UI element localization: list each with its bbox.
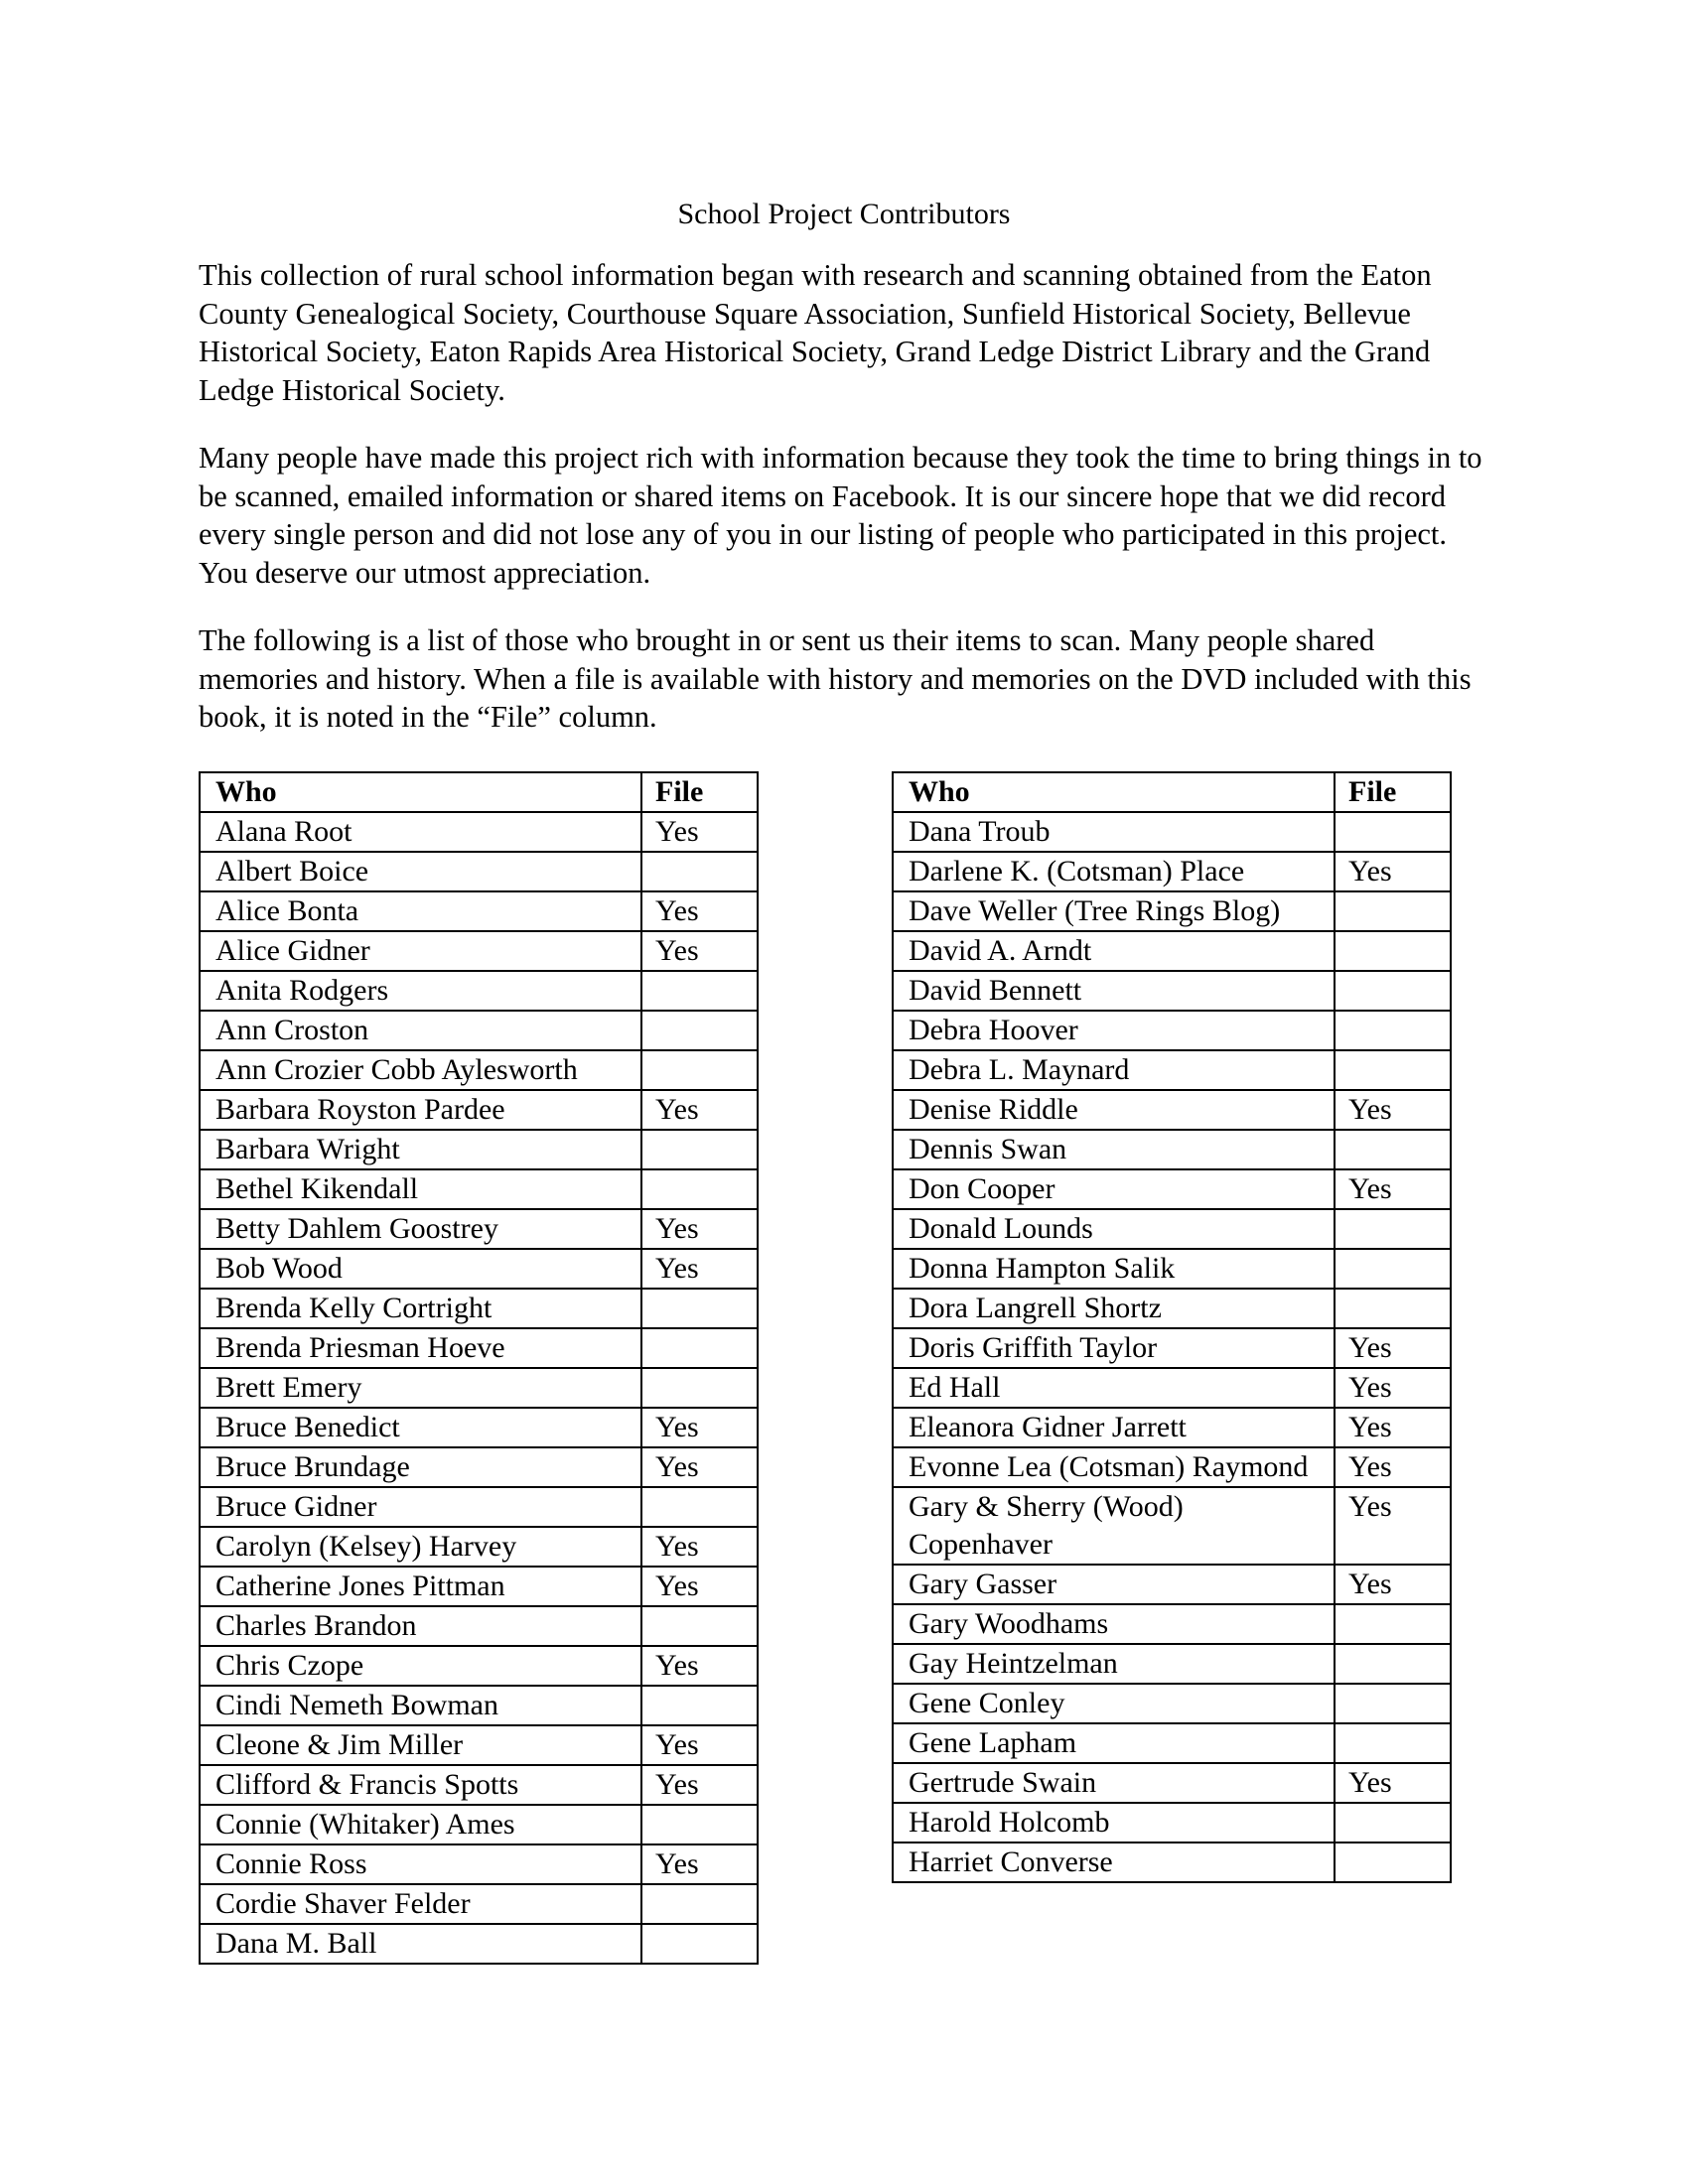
file-available: Yes (1335, 1368, 1451, 1408)
contributor-name: Bruce Benedict (200, 1408, 641, 1447)
file-available (641, 1050, 758, 1090)
contributor-name: Cordie Shaver Felder (200, 1884, 641, 1924)
file-available: Yes (1335, 1169, 1451, 1209)
contributor-name: Harriet Converse (893, 1843, 1335, 1882)
file-available (641, 971, 758, 1011)
table-row (200, 1408, 758, 1447)
contributor-name: Cleone & Jim Miller (200, 1725, 641, 1765)
contributor-name: Ann Croston (200, 1011, 641, 1050)
contributor-name: David A. Arndt (893, 931, 1335, 971)
table-row (200, 1328, 758, 1368)
table-row (200, 1011, 758, 1050)
contributor-name: Catherine Jones Pittman (200, 1567, 641, 1606)
table-row (893, 1289, 1451, 1328)
contributor-name: Darlene K. (Cotsman) Place (893, 852, 1335, 891)
table-header-row (200, 772, 758, 812)
file-available (641, 1368, 758, 1408)
file-available: Yes (1335, 1487, 1451, 1565)
table-row (200, 1646, 758, 1686)
contributor-name: Evonne Lea (Cotsman) Raymond (893, 1447, 1335, 1487)
file-available (641, 1805, 758, 1844)
contributor-name: Debra Hoover (893, 1011, 1335, 1050)
file-available: Yes (1335, 1565, 1451, 1604)
contributor-name: Eleanora Gidner Jarrett (893, 1408, 1335, 1447)
table-row (893, 1209, 1451, 1249)
table-row (893, 891, 1451, 931)
contributor-name: Bob Wood (200, 1249, 641, 1289)
contributor-name: Gertrude Swain (893, 1763, 1335, 1803)
contributor-name: David Bennett (893, 971, 1335, 1011)
contributor-name: Alana Root (200, 812, 641, 852)
contributors-table-right (892, 771, 1452, 1883)
file-available (1335, 1803, 1451, 1843)
contributor-name: Bethel Kikendall (200, 1169, 641, 1209)
file-available: Yes (641, 812, 758, 852)
table-row (200, 1050, 758, 1090)
file-available (641, 1328, 758, 1368)
table-row (893, 1487, 1451, 1565)
file-available (1335, 1604, 1451, 1644)
file-available (1335, 931, 1451, 971)
contributor-name: Doris Griffith Taylor (893, 1328, 1335, 1368)
file-available: Yes (1335, 1763, 1451, 1803)
table-row (200, 1249, 758, 1289)
contributor-name: Brenda Priesman Hoeve (200, 1328, 641, 1368)
contributor-name: Bruce Brundage (200, 1447, 641, 1487)
contributor-name: Clifford & Francis Spotts (200, 1765, 641, 1805)
contributor-name: Albert Boice (200, 852, 641, 891)
file-available: Yes (641, 1844, 758, 1884)
contributor-name: Anita Rodgers (200, 971, 641, 1011)
table-row (893, 1408, 1451, 1447)
file-available (1335, 812, 1451, 852)
file-available (1335, 1644, 1451, 1684)
page-title: School Project Contributors (677, 198, 1011, 230)
file-available (641, 1011, 758, 1050)
table-row (893, 1604, 1451, 1644)
file-available (641, 1686, 758, 1725)
file-available (641, 1487, 758, 1527)
file-available (1335, 1289, 1451, 1328)
table-row (893, 1684, 1451, 1723)
contributor-name: Dana M. Ball (200, 1924, 641, 1964)
file-available: Yes (641, 891, 758, 931)
file-available (641, 1924, 758, 1964)
table-row (893, 1011, 1451, 1050)
table-row (200, 1169, 758, 1209)
file-available (1335, 1130, 1451, 1169)
file-available (1335, 891, 1451, 931)
file-available: Yes (1335, 1090, 1451, 1130)
contributor-name: Charles Brandon (200, 1606, 641, 1646)
file-available: Yes (1335, 1408, 1451, 1447)
table-row (200, 1686, 758, 1725)
file-available (1335, 1684, 1451, 1723)
file-available: Yes (1335, 1328, 1451, 1368)
table-row (200, 852, 758, 891)
file-available (641, 1884, 758, 1924)
table-row (893, 1050, 1451, 1090)
table-row (893, 1130, 1451, 1169)
table-row (893, 1763, 1451, 1803)
table-row (893, 1565, 1451, 1604)
contributor-name: Denise Riddle (893, 1090, 1335, 1130)
appreciation-paragraph: Many people have made this project rich with information because they took the time to bring things in to be scanned, emailed information or shared items on Facebook. It is our sincere hope that we did record every single person and did not lose any of you in our listing of people who participated in this project. You deserve our utmost appreciation. (199, 441, 1482, 590)
table-row (893, 1723, 1451, 1763)
table-row (200, 1924, 758, 1964)
table-row (893, 1644, 1451, 1684)
file-available: Yes (641, 1725, 758, 1765)
file-available (1335, 1011, 1451, 1050)
list-explanation-paragraph: The following is a list of those who brought in or sent us their items to scan. Many people shared memories and history. When a file is available with history and memories on the DVD included with this book, it is noted in the “File” column. (199, 623, 1472, 734)
contributor-name: Debra L. Maynard (893, 1050, 1335, 1090)
contributor-name: Chris Czope (200, 1646, 641, 1686)
file-available: Yes (641, 1249, 758, 1289)
contributor-name: Carolyn (Kelsey) Harvey (200, 1527, 641, 1567)
contributor-name: Alice Bonta (200, 891, 641, 931)
table-row (893, 1328, 1451, 1368)
file-available (1335, 1209, 1451, 1249)
contributor-name: Betty Dahlem Goostrey (200, 1209, 641, 1249)
file-available (641, 1130, 758, 1169)
contributor-name: Dana Troub (893, 812, 1335, 852)
file-available (1335, 1050, 1451, 1090)
file-available: Yes (641, 1527, 758, 1567)
contributor-name: Gary Gasser (893, 1565, 1335, 1604)
table-row (893, 1169, 1451, 1209)
file-available (1335, 1723, 1451, 1763)
contributor-name: Gay Heintzelman (893, 1644, 1335, 1684)
file-available (641, 1289, 758, 1328)
table-row (200, 1130, 758, 1169)
file-available (1335, 1843, 1451, 1882)
table-row (893, 1447, 1451, 1487)
contributor-name: Gary & Sherry (Wood) Copenhaver (893, 1487, 1335, 1565)
column-header-file: File (641, 772, 758, 812)
table-row (893, 1803, 1451, 1843)
contributor-name: Gene Lapham (893, 1723, 1335, 1763)
contributor-name: Donna Hampton Salik (893, 1249, 1335, 1289)
contributor-name: Alice Gidner (200, 931, 641, 971)
table-row (893, 1368, 1451, 1408)
file-available (641, 1606, 758, 1646)
table-row (200, 1725, 758, 1765)
contributor-name: Dennis Swan (893, 1130, 1335, 1169)
file-available: Yes (1335, 852, 1451, 891)
table-row (200, 1567, 758, 1606)
file-available: Yes (641, 1765, 758, 1805)
contributor-name: Gary Woodhams (893, 1604, 1335, 1644)
table-row (893, 852, 1451, 891)
file-available (641, 852, 758, 891)
table-row (893, 1843, 1451, 1882)
file-available (1335, 1249, 1451, 1289)
table-row (200, 1884, 758, 1924)
contributors-table-left (199, 771, 759, 1965)
file-available: Yes (641, 1090, 758, 1130)
file-available (641, 1169, 758, 1209)
contributor-name: Barbara Wright (200, 1130, 641, 1169)
contributor-name: Connie Ross (200, 1844, 641, 1884)
contributor-name: Harold Holcomb (893, 1803, 1335, 1843)
contributor-name: Don Cooper (893, 1169, 1335, 1209)
table-row (200, 1844, 758, 1884)
table-header-row (893, 772, 1451, 812)
file-available: Yes (641, 1209, 758, 1249)
contributor-name: Barbara Royston Pardee (200, 1090, 641, 1130)
table-row (200, 931, 758, 971)
table-row (200, 1090, 758, 1130)
table-row (200, 812, 758, 852)
column-header-who: Who (893, 772, 1335, 812)
column-header-who: Who (200, 772, 641, 812)
table-row (200, 1289, 758, 1328)
contributor-name: Ann Crozier Cobb Aylesworth (200, 1050, 641, 1090)
table-row (893, 1249, 1451, 1289)
contributor-name: Dora Langrell Shortz (893, 1289, 1335, 1328)
file-available: Yes (1335, 1447, 1451, 1487)
contributor-name: Connie (Whitaker) Ames (200, 1805, 641, 1844)
table-row (200, 1487, 758, 1527)
table-row (200, 971, 758, 1011)
table-row (893, 1090, 1451, 1130)
table-row (200, 1606, 758, 1646)
table-row (893, 812, 1451, 852)
contributor-name: Brett Emery (200, 1368, 641, 1408)
column-header-file: File (1335, 772, 1451, 812)
contributor-name: Brenda Kelly Cortright (200, 1289, 641, 1328)
contributor-name: Cindi Nemeth Bowman (200, 1686, 641, 1725)
table-row (200, 1209, 758, 1249)
contributor-name: Bruce Gidner (200, 1487, 641, 1527)
contributor-name: Ed Hall (893, 1368, 1335, 1408)
file-available: Yes (641, 1447, 758, 1487)
table-row (893, 931, 1451, 971)
table-row (893, 971, 1451, 1011)
contributor-name: Donald Lounds (893, 1209, 1335, 1249)
table-row (200, 1527, 758, 1567)
contributor-name: Dave Weller (Tree Rings Blog) (893, 891, 1335, 931)
table-row (200, 1447, 758, 1487)
intro-paragraph: This collection of rural school information began with research and scanning obtained from the Eaton County Genealogical Society, Courthouse Square Association, Sunfield Historical Society, Bellevue Historical Society, Eaton Rapids Area Historical Society, Grand Ledge District Library and the Grand Ledge Historical Society. (199, 258, 1432, 407)
table-row (200, 1368, 758, 1408)
file-available (1335, 971, 1451, 1011)
table-row (200, 1805, 758, 1844)
file-available: Yes (641, 931, 758, 971)
file-available: Yes (641, 1567, 758, 1606)
file-available: Yes (641, 1408, 758, 1447)
file-available: Yes (641, 1646, 758, 1686)
table-row (200, 1765, 758, 1805)
table-row (200, 891, 758, 931)
contributor-name: Gene Conley (893, 1684, 1335, 1723)
